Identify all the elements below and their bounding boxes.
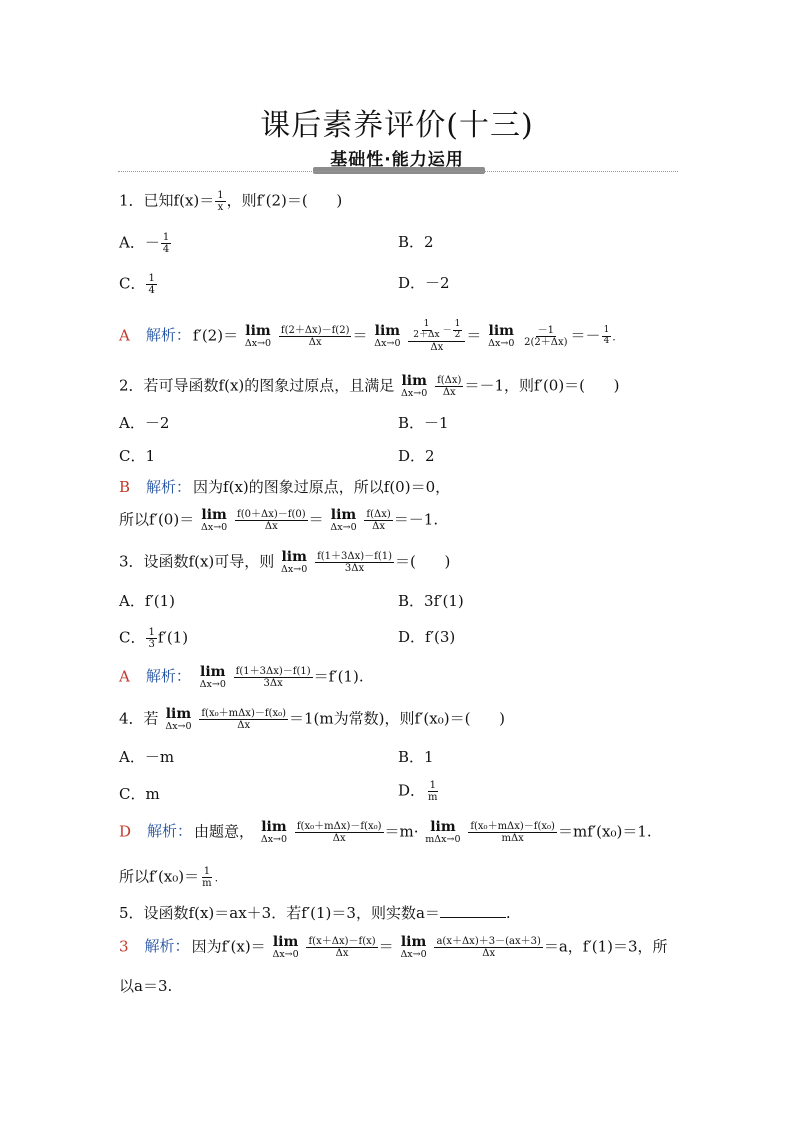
fraction: $\frac{1}{x}$: [217, 190, 224, 213]
option-d: D．f′(3): [398, 628, 456, 646]
fraction: $\frac{1}{3}$: [148, 627, 155, 650]
limit: lim Δx→0: [260, 819, 288, 845]
fraction: $\frac{1}{4}$: [162, 232, 170, 255]
fraction: $\frac{\text{f(x₀＋mΔx)－f(x₀)}}{\text{mΔx}}$: [470, 820, 555, 844]
fraction: $\frac{1}{m}$: [428, 780, 438, 803]
fraction: $\frac{f(\Delta x)}{\Delta x}$: [366, 508, 391, 532]
jiexi-label: 解析：: [144, 937, 190, 956]
option-d: D． $\frac{1}{m}$: [398, 780, 438, 803]
jiexi-label: 解析：: [145, 667, 191, 686]
answer-letter: D: [119, 822, 132, 841]
limit: lim Δx→0: [281, 549, 308, 575]
fraction: $\frac{f(\Delta x)}{\Delta x}$: [437, 374, 462, 398]
answer-letter: A: [119, 326, 130, 345]
question-3-stem: 3．设函数f(x)可导，则 lim Δx→0 $\frac{f(1+3\Delta x)-f(1)}{3\Delta x}$ ＝( ): [119, 549, 451, 575]
limit: lim Δx→0: [244, 323, 272, 349]
fraction: $\frac{\text{f(x₀＋mΔx)－f(x₀)}}{\Delta x}$: [296, 820, 382, 844]
fraction: $\frac{1}{4}$: [148, 273, 155, 296]
jiexi-label: 解析：: [146, 478, 192, 496]
fraction: $\frac{f(1+3\Delta x)-f(1)}{3\Delta x}$: [317, 550, 393, 574]
fraction: $\frac{\text{f(x₀＋mΔx)－f(x₀)}}{\Delta x}$: [201, 707, 286, 731]
option-b: B．－1: [398, 414, 449, 432]
question-1-stem: 1．已知f(x)＝ $\frac{1}{x}$ ，则f′(2)＝( ): [119, 190, 343, 213]
fraction: $\frac{a(x+\Delta x)+3-(ax+3)}{\Delta x}$: [436, 935, 541, 959]
question-4-stem: 4．若 lim Δx→0 $\frac{\text{f(x₀＋mΔx)－f(x₀)}}{\Delta x}$ ＝1(m为常数)，则f′(x₀)＝( ): [119, 706, 505, 732]
limit: lim Δx→0: [272, 934, 299, 960]
fraction: $\frac{f(1+3\Delta x)-f(1)}{3\Delta x}$: [235, 665, 311, 689]
option-b: B．3f′(1): [398, 592, 464, 610]
answer-1: A 解析： f′(2)＝ lim Δx→0 $\frac{f(2+\Delta x)-f(2)}{\Delta x}$ ＝ lim Δx→0 $\frac{1}{2+\Delta x}$ － $\frac{1}{2}$ Δx ＝ lim Δx→0 $\frac{-1}{2(2+\Delta x)}$ ＝－ $\frac{1}{4}$ .: [119, 319, 616, 353]
option-c: C．m: [119, 785, 160, 803]
answer-3: A 解析： lim Δx→0 $\frac{f(1+3\Delta x)-f(1)}{3\Delta x}$ ＝f′(1).: [119, 664, 364, 690]
fraction: $\frac{1}{m}$: [202, 866, 212, 889]
question-5-stem: 5．设函数f(x)＝ax＋3．若f′(1)＝3，则实数a＝ .: [119, 904, 511, 922]
option-b: B．2: [398, 233, 434, 251]
fraction: $\frac{-1}{2(2+\Delta x)}$: [524, 324, 568, 348]
page-title: 课后素养评价(十三): [260, 108, 534, 143]
option-b: B．1: [398, 748, 434, 766]
answer-2-cont: 所以f′(0)＝ lim Δx→0 $\frac{f(0+\Delta x)-f(0)}{\Delta x}$ ＝ lim Δx→0 $\frac{f(\Delta x)}{\Delta x}$ ＝－1.: [119, 507, 439, 533]
limit: lim Δx→0: [374, 323, 401, 349]
option-c: C．1: [119, 447, 156, 465]
answer-letter: A: [119, 667, 130, 686]
jiexi-label: 解析：: [145, 326, 191, 345]
fraction: $\frac{f(2+\Delta x)-f(2)}{\Delta x}$: [280, 324, 350, 348]
fraction: $\frac{f(x+\Delta x)-f(x)}{\Delta x}$: [308, 935, 376, 959]
fraction: $\frac{f(0+\Delta x)-f(0)}{\Delta x}$: [237, 508, 306, 532]
limit: lim Δx→0: [330, 507, 357, 533]
option-a: A．－ $\frac{1}{4}$: [119, 232, 170, 255]
option-c: C． $\frac{1}{3}$ f′(1): [119, 627, 189, 650]
answer-4-cont: 所以f′(x₀)＝ $\frac{1}{m}$ .: [119, 866, 219, 889]
option-a: A．－2: [119, 414, 170, 432]
limit: lim Δx→0: [201, 507, 228, 533]
limit: lim Δx→0: [199, 664, 226, 690]
answer-4: D 解析： 由题意， lim Δx→0 $\frac{\text{f(x₀＋mΔx)－f(x₀)}}{\Delta x}$ ＝m· lim mΔx→0 $\frac{\text{f(x₀＋mΔx)－f(x₀)}}{\text{mΔx}}$ ＝mf′(x₀)＝1.: [119, 819, 652, 845]
option-d: D．－2: [398, 274, 450, 292]
section-label: 基础性·能力运用: [330, 150, 464, 170]
limit: lim mΔx→0: [425, 819, 461, 845]
fraction: $\frac{1}{4}$: [603, 325, 610, 346]
fraction: $\frac{1}{2+\Delta x}$ － $\frac{1}{2}$ Δx: [408, 320, 465, 353]
option-d: D．2: [398, 447, 435, 465]
answer-5-cont: 以a＝3.: [119, 977, 173, 995]
answer-5: 3 解析： 因为f′(x)＝ lim Δx→0 $\frac{f(x+\Delta x)-f(x)}{\Delta x}$ ＝ lim Δx→0 $\frac{a(x+\Delta x)+3-(ax+3)}{\Delta x}$ ＝a，f′(1)＝3，所: [119, 934, 668, 960]
answer-blank: [440, 905, 506, 918]
limit: lim Δx→0: [401, 373, 428, 399]
dotted-divider: [118, 171, 678, 172]
option-c: C． $\frac{1}{4}$: [119, 273, 155, 296]
option-a: A．－m: [119, 748, 175, 766]
answer-letter: 3: [119, 937, 129, 956]
limit: lim Δx→0: [400, 934, 427, 960]
limit: lim Δx→0: [165, 706, 192, 732]
answer-letter: B: [119, 478, 131, 496]
jiexi-label: 解析：: [147, 822, 193, 841]
answer-2: B 解析： 因为f(x)的图象过原点，所以f(0)＝0，: [119, 478, 451, 496]
limit: lim Δx→0: [488, 323, 515, 349]
option-a: A．f′(1): [119, 592, 176, 610]
question-2-stem: 2．若可导函数f(x)的图象过原点，且满足 lim Δx→0 $\frac{f(\Delta x)}{\Delta x}$ ＝－1，则f′(0)＝( ): [119, 373, 620, 399]
